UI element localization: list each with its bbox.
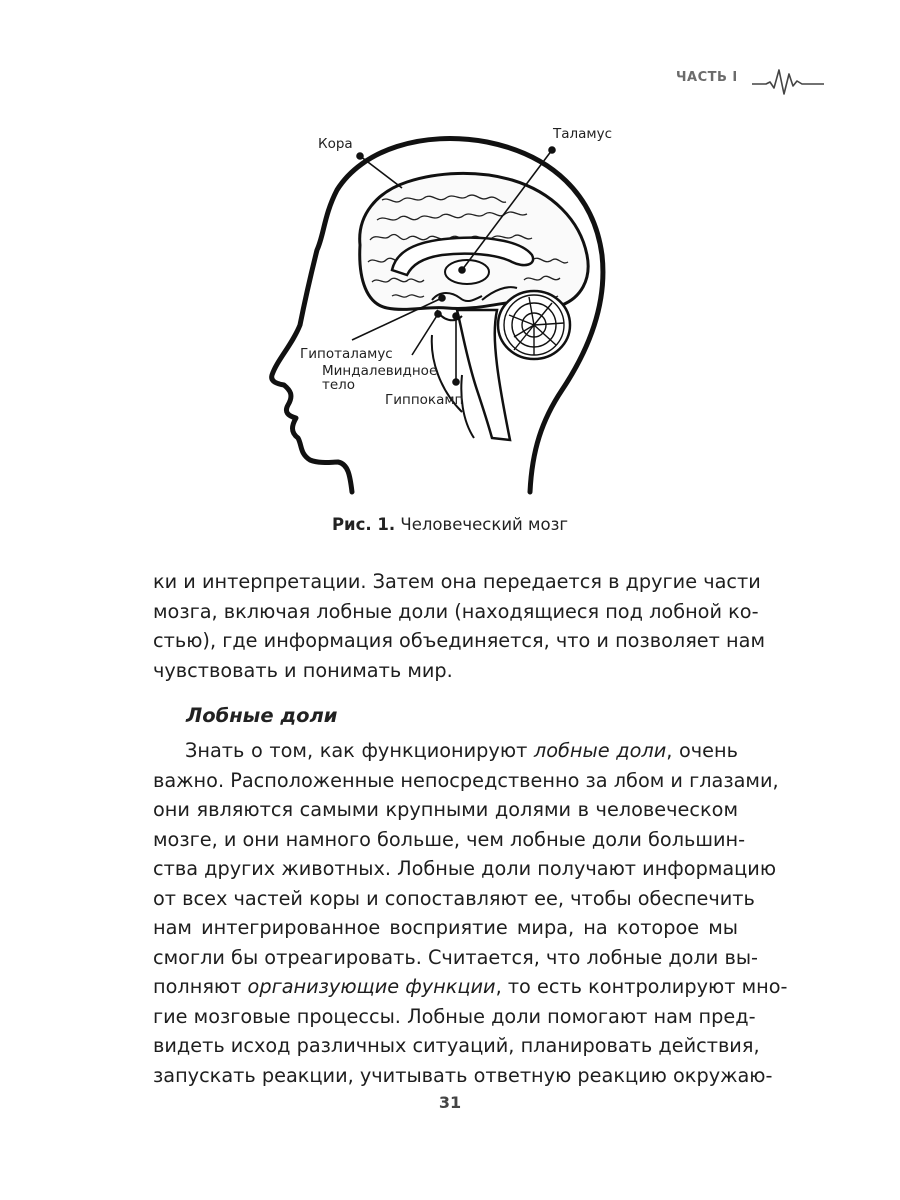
paragraph-frontal-lobes	[153, 736, 788, 1090]
page-number: 31	[438, 1093, 462, 1112]
label-amygdala-line1: Миндалевидное	[322, 363, 438, 379]
brain-diagram	[262, 120, 622, 495]
text-line: мозга, включая лобные доли (находящиеся под лобной ко-	[153, 599, 759, 623]
emphasis-term: организующие функции	[247, 975, 496, 998]
text-fragment: Знать о том, как функционируют	[185, 739, 534, 762]
section-heading: Лобные доли	[186, 704, 338, 727]
text-line: от всех частей коры и сопоставляют ее, чтобы обеспечить	[153, 886, 755, 910]
text-line: гие мозговые процессы. Лобные доли помогают нам пред-	[153, 1004, 756, 1028]
label-hypothalamus: Гипоталамус	[300, 346, 393, 362]
text-line: запускать реакции, учитывать ответную реакцию окружаю-	[153, 1063, 773, 1087]
text-line: стью), где информация объединяется, что и позволяет нам	[153, 629, 765, 652]
text-fragment: , очень	[666, 739, 738, 762]
text-line: они являются самыми крупными долями в человеческом	[153, 798, 738, 821]
emphasis-term: лобные доли	[533, 739, 667, 762]
paragraph-continuation	[153, 567, 765, 685]
text-line	[153, 736, 738, 766]
heartbeat-pulse-icon	[752, 62, 824, 98]
text-line: ства других животных. Лобные доли получают информацию	[153, 857, 777, 880]
text-line: видеть исход различных ситуаций, планировать действия,	[153, 1034, 760, 1057]
text-line: чувствовать и понимать мир.	[153, 658, 453, 682]
figure-caption	[0, 515, 900, 534]
label-hippocampus: Гиппокамп	[385, 392, 464, 408]
running-header-section: ЧАСТЬ I	[676, 70, 738, 85]
text-line: ки и интерпретации. Затем она передается в другие части	[153, 570, 761, 593]
label-cortex: Кора	[318, 136, 353, 152]
text-line: важно. Расположенные непосредственно за лбом и глазами,	[153, 768, 779, 792]
label-thalamus: Таламус	[553, 126, 613, 142]
text-line: мозге, и они намного больше, чем лобные доли большин-	[153, 827, 746, 851]
label-amygdala-line2: тело	[322, 377, 356, 393]
text-fragment: полняют	[153, 975, 248, 998]
caption-number: Рис. 1.	[331, 515, 396, 534]
text-line	[153, 972, 788, 1002]
caption-text: Человеческий мозг	[395, 515, 569, 534]
text-line: нам интегрированное восприятие мира, на которое мы	[153, 916, 738, 939]
cerebellum	[498, 291, 570, 359]
text-fragment: , то есть контролируют мно-	[495, 975, 788, 998]
text-line: смогли бы отреагировать. Считается, что лобные доли вы-	[153, 945, 758, 969]
